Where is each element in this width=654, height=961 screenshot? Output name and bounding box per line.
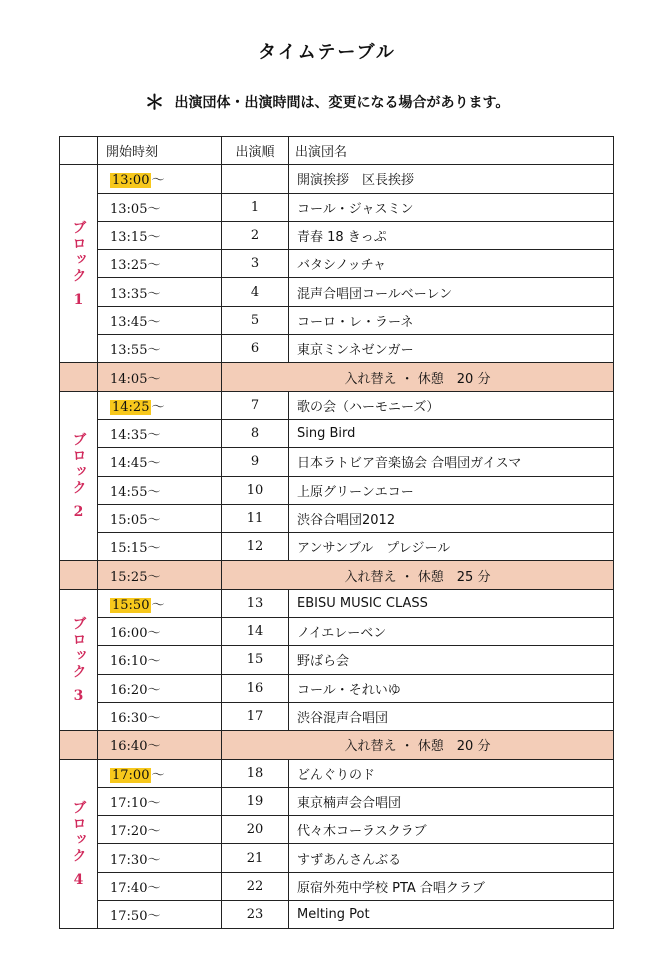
time-range-mark: ～ [147,286,161,302]
group-name: バタシノッチャ [289,250,614,278]
table-row [60,759,614,787]
break-time: 15:25～ [98,561,222,589]
time-range-mark: ～ [151,173,165,189]
table-row [60,589,614,617]
start-time-cell [98,391,222,419]
start-time-cell [98,193,222,221]
block-label-cell [60,391,98,561]
table-row [60,844,614,872]
performance-order: 7 [222,391,289,419]
start-time-cell [98,221,222,249]
group-name: ノイエレーベン [289,618,614,646]
start-time: 17:00 [112,767,150,783]
group-name: 野ばら会 [289,646,614,674]
table-row [60,787,614,815]
table-row [60,674,614,702]
time-range-mark: ～ [147,201,161,217]
notice-text: 出演団体・出演時間は、変更になる場合があります。 [174,95,510,111]
start-time: 17:20 [110,824,148,840]
time-range-mark: ～ [151,399,165,415]
timetable [59,136,614,929]
group-name: Melting Pot [289,901,614,929]
block-label: ブロック [70,615,87,680]
time-range-mark: ～ [147,456,161,472]
time-range-mark: ～ [151,767,165,783]
header-block [60,137,98,165]
start-time-cell [98,278,222,306]
group-name: 青春 18 きっぷ [289,221,614,249]
group-name: アンサンブル プレジール [289,533,614,561]
start-time-cell [98,674,222,702]
time-range-mark: ～ [147,711,161,727]
block-number: 2 [73,504,84,521]
break-time: 16:40～ [98,731,222,759]
performance-order: 22 [222,872,289,900]
table-row [60,816,614,844]
start-time-cell [98,787,222,815]
start-time-cell [98,165,222,193]
start-time-cell [98,589,222,617]
table-row [60,448,614,476]
time-range-mark: ～ [147,230,161,246]
group-name: すずあんさんぶる [289,844,614,872]
group-name: 東京ミンネゼンガー [289,335,614,363]
start-time-cell [98,702,222,730]
time-range-mark: ～ [147,428,161,444]
time-range-mark: ～ [147,909,161,925]
table-row [60,391,614,419]
table-row [60,193,614,221]
group-name: どんぐりのド [289,759,614,787]
start-time-cell [98,901,222,929]
break-row [60,731,614,759]
start-time-cell [98,844,222,872]
group-name: EBISU MUSIC CLASS [289,589,614,617]
time-range-mark: ～ [147,852,161,868]
block-number: 3 [73,687,84,704]
time-range-mark: ～ [147,314,161,330]
start-time: 15:05 [110,513,148,528]
start-time: 13:35 [110,286,148,302]
header-start-time: 開始時刻 [98,137,222,165]
start-time: 17:40 [110,880,148,896]
group-name: 上原グリーンエコー [289,476,614,504]
start-time: 13:15 [110,230,148,246]
performance-order: 6 [222,335,289,363]
table-row [60,250,614,278]
start-time-cell [98,646,222,674]
start-time-cell [98,448,222,476]
table-row [60,504,614,532]
start-time: 17:10 [110,795,148,811]
break-time: 14:05～ [98,363,222,391]
start-time-cell [98,533,222,561]
block-label-cell [60,589,98,730]
time-range-mark: ～ [147,258,161,274]
start-time-cell [98,759,222,787]
start-time: 16:30 [110,711,148,727]
start-time: 14:45 [110,456,148,472]
performance-order: 13 [222,589,289,617]
block-number: 1 [73,291,84,308]
asterisk-icon: ＊ [144,90,165,114]
break-label: 入れ替え ・ 休憩 20 分 [222,731,614,759]
performance-order: 3 [222,250,289,278]
group-name: Sing Bird [289,419,614,447]
group-name: コール・ジャスミン [289,193,614,221]
performance-order: 14 [222,618,289,646]
break-row [60,561,614,589]
time-range-mark: ～ [147,654,161,670]
table-row [60,901,614,929]
group-name: 東京楠声会合唱団 [289,787,614,815]
performance-order: 1 [222,193,289,221]
break-row [60,363,614,391]
start-time: 13:45 [110,314,148,330]
break-block-cell [60,731,98,759]
time-range-mark: ～ [147,824,161,840]
block-label-cell [60,165,98,363]
start-time: 13:55 [110,343,148,359]
start-time: 14:25 [112,399,150,415]
performance-order: 19 [222,787,289,815]
start-time: 13:05 [110,201,148,217]
time-range-mark: ～ [147,682,161,698]
time-range-mark: ～ [147,880,161,896]
table-row [60,618,614,646]
group-name: コール・それいゆ [289,674,614,702]
break-block-cell [60,561,98,589]
performance-order: 11 [222,504,289,532]
break-label: 入れ替え ・ 休憩 25 分 [222,561,614,589]
start-time-cell [98,618,222,646]
break-block-cell [60,363,98,391]
performance-order: 20 [222,816,289,844]
block-number: 4 [73,871,84,888]
start-time: 17:30 [110,852,148,868]
header-group-name: 出演団名 [289,137,614,165]
start-time-cell [98,816,222,844]
time-range-mark: ～ [147,795,161,811]
performance-order: 2 [222,221,289,249]
start-time-cell [98,872,222,900]
group-name: 原宿外苑中学校 PTA 合唱クラブ [289,872,614,900]
start-time: 14:35 [110,428,148,444]
break-label: 入れ替え ・ 休憩 20 分 [222,363,614,391]
performance-order: 21 [222,844,289,872]
performance-order: 9 [222,448,289,476]
page-title: タイムテーブル [258,42,396,63]
table-row [60,533,614,561]
table-row [60,476,614,504]
group-name: 開演挨拶 区長挨拶 [289,165,614,193]
table-row [60,165,614,193]
table-row [60,646,614,674]
start-time: 13:00 [112,173,150,189]
group-name: 歌の会（ハーモニーズ） [289,391,614,419]
start-time-cell [98,306,222,334]
block-label: ブロック [70,432,87,497]
start-time: 16:10 [110,654,148,670]
table-row [60,221,614,249]
start-time-cell [98,335,222,363]
start-time: 16:00 [110,626,148,642]
time-range-mark: ～ [147,484,161,500]
table-row [60,306,614,334]
time-range-mark: ～ [147,513,161,528]
time-range-mark: ～ [147,541,161,557]
table-row [60,872,614,900]
performance-order: 23 [222,901,289,929]
performance-order: 18 [222,759,289,787]
group-name: 日本ラトビア音楽協会 合唱団ガイスマ [289,448,614,476]
performance-order: 12 [222,533,289,561]
table-row [60,278,614,306]
group-name: 代々木コーラスクラブ [289,816,614,844]
start-time-cell [98,250,222,278]
notice [0,86,654,115]
header-row [60,137,614,165]
table-row [60,702,614,730]
time-range-mark: ～ [147,626,161,642]
start-time-cell [98,476,222,504]
group-name: 渋谷合唱団2012 [289,504,614,532]
table-row [60,419,614,447]
performance-order: 15 [222,646,289,674]
start-time-cell [98,504,222,532]
performance-order: 5 [222,306,289,334]
start-time: 17:50 [110,909,148,925]
performance-order: 10 [222,476,289,504]
header-order: 出演順 [222,137,289,165]
group-name: 渋谷混声合唱団 [289,702,614,730]
block-label: ブロック [70,219,87,284]
start-time: 13:25 [110,258,148,274]
performance-order: 17 [222,702,289,730]
block-label: ブロック [70,799,87,864]
group-name: 混声合唱団コールベーレン [289,278,614,306]
time-range-mark: ～ [147,343,161,359]
start-time: 14:55 [110,484,148,500]
performance-order: 4 [222,278,289,306]
time-range-mark: ～ [151,597,165,613]
start-time-cell [98,419,222,447]
table-row [60,335,614,363]
start-time: 15:15 [110,541,148,557]
start-time: 15:50 [112,597,150,613]
performance-order [222,165,289,193]
group-name: コーロ・レ・ラーネ [289,306,614,334]
start-time: 16:20 [110,682,148,698]
performance-order: 8 [222,419,289,447]
performance-order: 16 [222,674,289,702]
block-label-cell [60,759,98,929]
